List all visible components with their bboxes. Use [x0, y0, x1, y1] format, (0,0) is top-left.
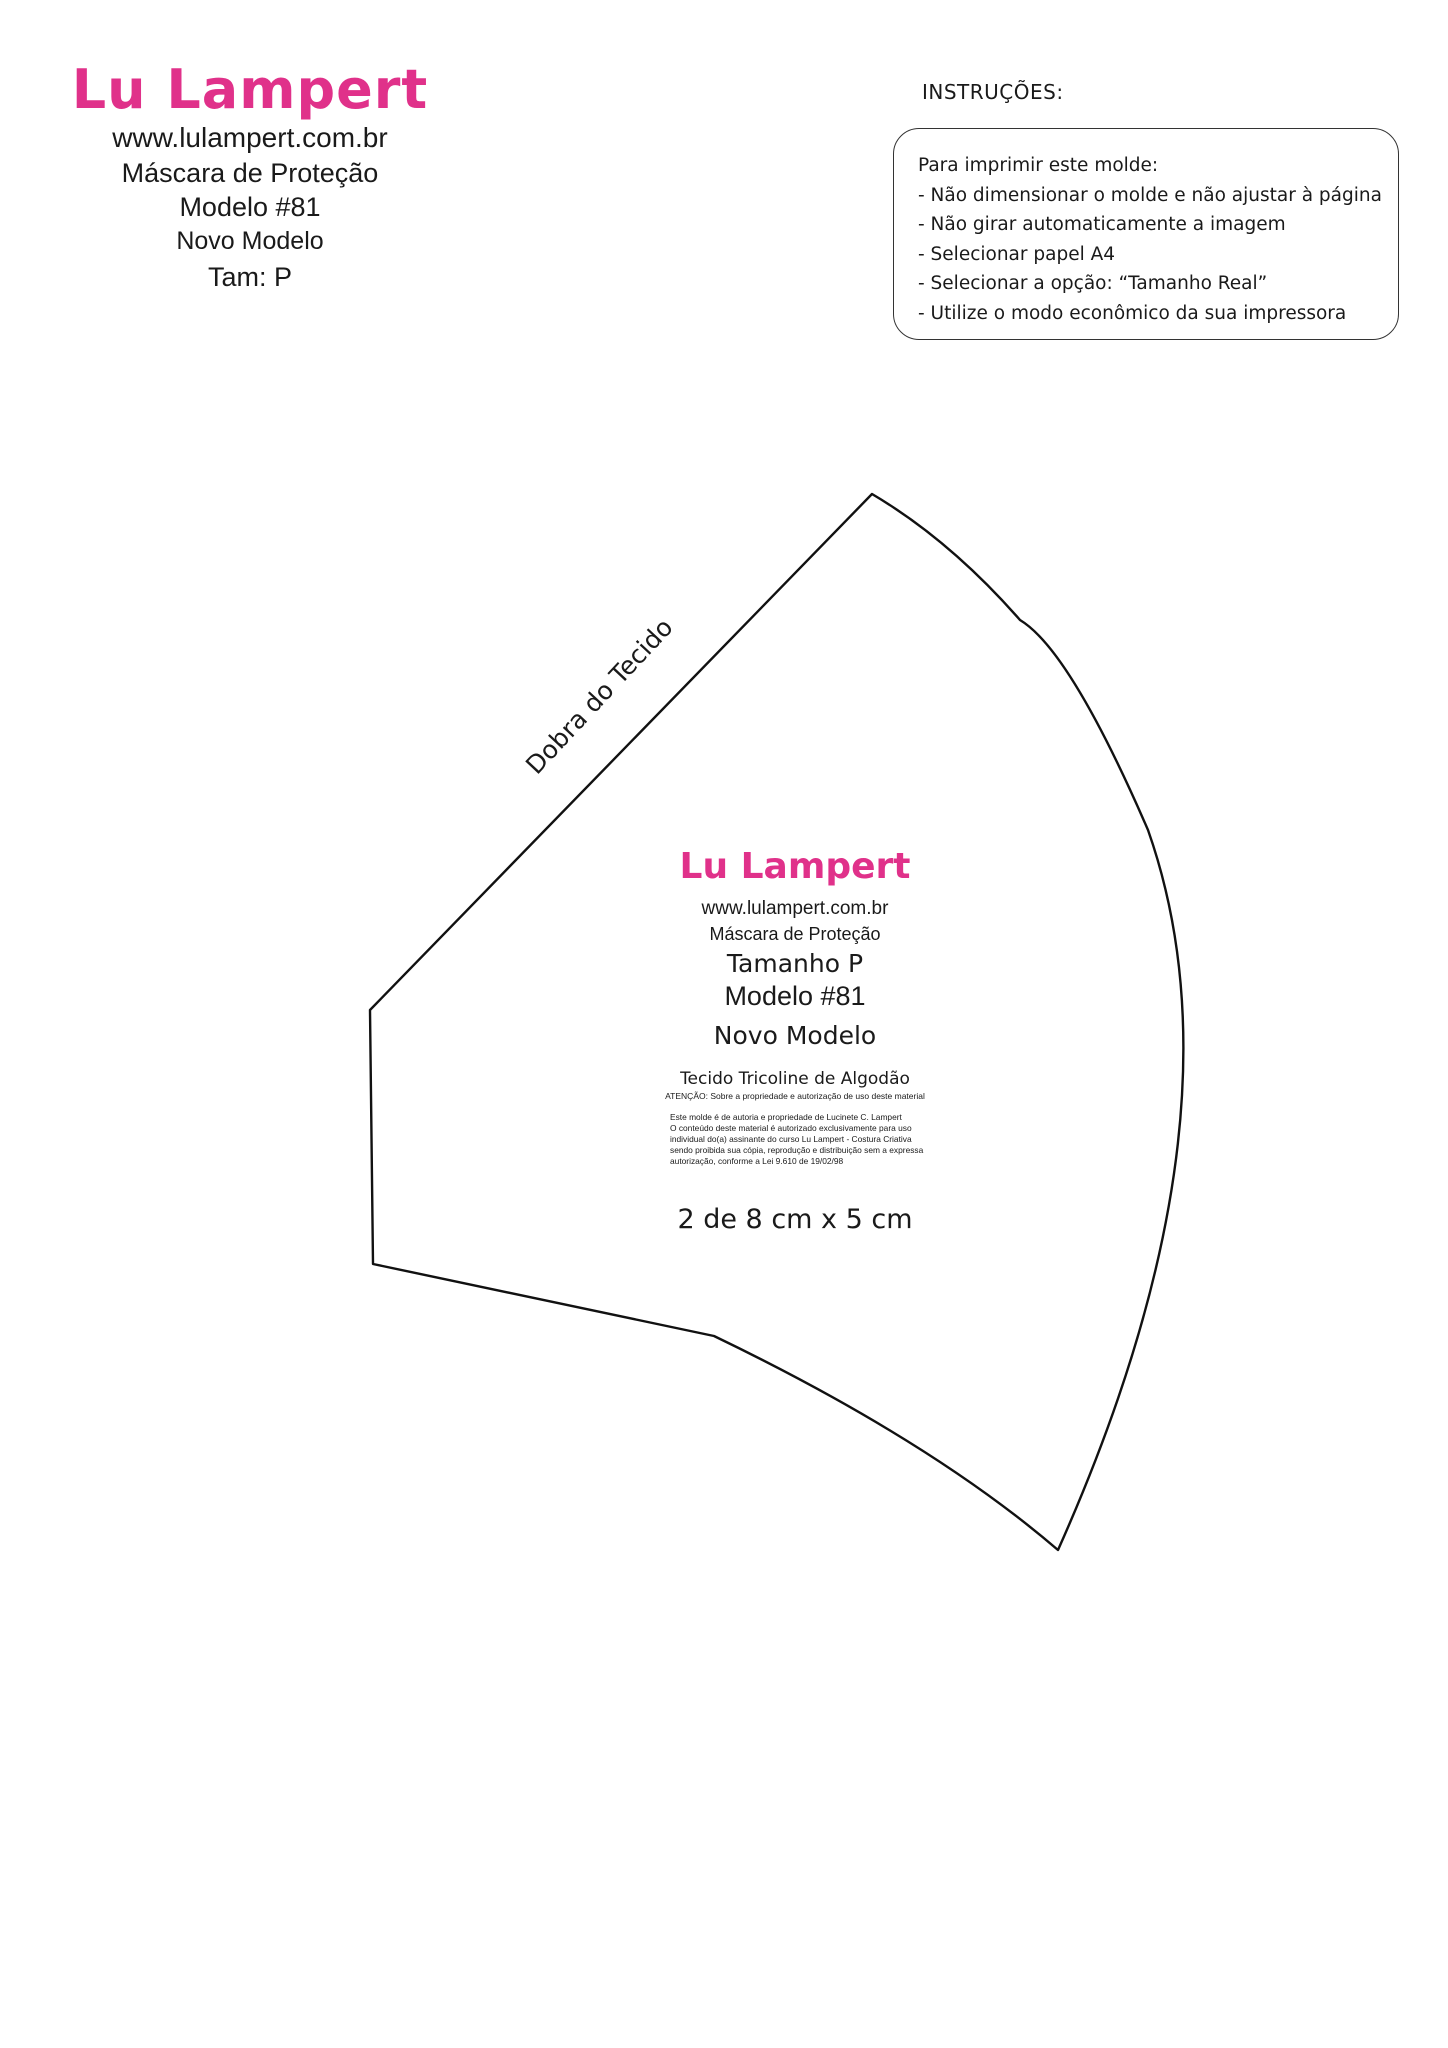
cut-dimensions: 2 de 8 cm x 5 cm — [677, 1204, 913, 1235]
instruction-line: - Selecionar a opção: “Tamanho Real” — [918, 273, 1268, 294]
instruction-line: Para imprimir este molde: — [918, 155, 1159, 176]
pattern-website: www.lulampert.com.br — [701, 898, 889, 919]
model-number: Modelo #81 — [179, 192, 321, 222]
instruction-line: - Não dimensionar o molde e não ajustar à página — [918, 184, 1382, 206]
pattern-model: Modelo #81 — [724, 981, 866, 1011]
brand-logo-header: Lu Lampert — [71, 58, 429, 121]
model-variant: Novo Modelo — [176, 227, 324, 255]
website-url: www.lulampert.com.br — [112, 122, 388, 153]
instruction-line: - Selecionar papel A4 — [918, 243, 1116, 265]
pattern-product: Máscara de Proteção — [709, 924, 881, 944]
copyright-warning: ATENÇÃO: Sobre a propriedade e autorização de uso deste material — [665, 1091, 925, 1101]
instruction-line: - Utilize o modo econômico da sua impressora — [918, 302, 1347, 324]
pattern-size: Tamanho P — [726, 949, 864, 978]
fabric-type: Tecido Tricoline de Algodão — [680, 1069, 910, 1089]
size-label: Tam: P — [207, 262, 293, 292]
instruction-line: - Não girar automaticamente a imagem — [918, 214, 1286, 235]
legal-notice: Este molde é de autoria e propriedade de Lucinete C. Lampert O conteúdo deste material é autorizado exclusivamente para uso individual do(a) assinante do curso Lu Lampert - Costura Criativa sendo proibida sua cópia, reprodução e distribuição sem a expressa autorização, conforme a Lei 9.610 de 19/02/98 — [670, 1112, 924, 1166]
brand-logo-pattern: Lu Lampert — [679, 846, 911, 887]
instructions-heading: INSTRUÇÕES: — [922, 80, 1064, 104]
product-name: Máscara de Proteção — [121, 158, 379, 188]
fold-line-label: Dobra do Tecido — [520, 612, 679, 780]
pattern-variant: Novo Modelo — [713, 1021, 877, 1050]
